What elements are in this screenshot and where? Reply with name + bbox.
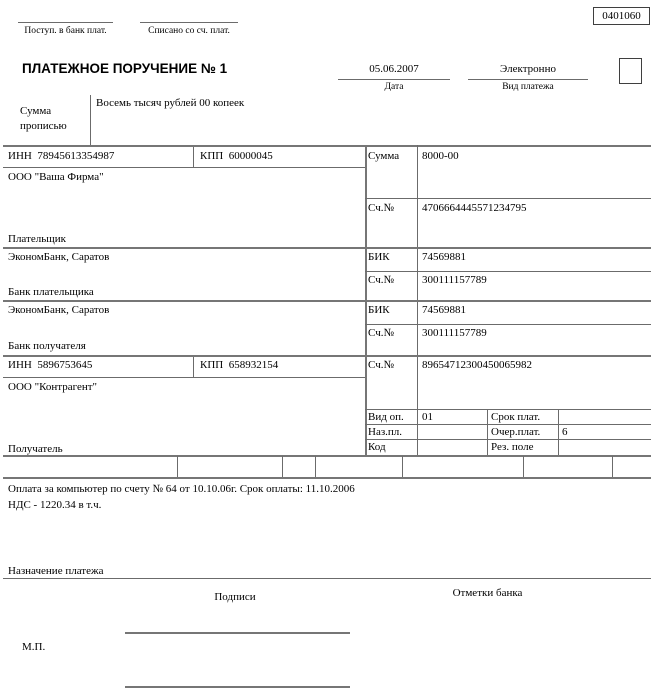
inn-row-border [3, 377, 365, 378]
payer-account-label: Сч.№ [368, 202, 394, 214]
amount-words-value: Восемь тысяч рублей 00 копеек [96, 97, 245, 109]
inn-kpp-divider [193, 147, 194, 167]
section-border [3, 247, 651, 249]
payer-bank-name: ЭкономБанк, Саратов [8, 251, 110, 263]
payee-name: ООО "Контрагент" [8, 381, 98, 393]
budget-cell-divider [177, 456, 178, 477]
payee-kpp: КПП 658932154 [200, 359, 279, 371]
date-value: 05.06.2007 [369, 63, 419, 75]
payment-type-underline [468, 79, 588, 80]
signature-line [125, 686, 350, 688]
budget-cell-divider [523, 456, 524, 477]
received-label: Поступ. в банк плат. [24, 26, 107, 36]
code-label: Код [368, 441, 386, 453]
op-type-value: 01 [422, 411, 433, 423]
form-code-box: 0401060 [593, 7, 650, 25]
purpose-border [3, 578, 651, 579]
payer-bank-account-value: 300111157789 [422, 274, 487, 286]
date-label: Дата [384, 82, 404, 92]
priority-label: Очер.плат. [491, 426, 541, 438]
sum-row-border [365, 198, 651, 199]
purpose-section-label: Назначение платежа [8, 565, 104, 577]
status-box [619, 58, 642, 84]
payee-inn: ИНН 5896753645 [8, 359, 93, 371]
purpose-line-2: НДС - 1220.34 в т.ч. [8, 499, 102, 511]
payee-bank-account-value: 300111157789 [422, 327, 487, 339]
payer-section-label: Плательщик [8, 233, 66, 245]
reserve-field-label: Рез. поле [491, 441, 534, 453]
section-border [3, 477, 651, 479]
section-border [3, 145, 651, 147]
op-type-label: Вид оп. [368, 411, 404, 423]
fields-row-border [365, 424, 651, 425]
stamp-label: М.П. [22, 641, 46, 653]
payee-section-label: Получатель [8, 443, 63, 455]
signature-line [125, 632, 350, 634]
bik-row-border [365, 324, 651, 325]
payer-name: ООО "Ваша Фирма" [8, 171, 104, 183]
fields-divider [558, 409, 559, 455]
naz-pl-label: Наз.пл. [368, 426, 403, 438]
payee-bank-name: ЭкономБанк, Саратов [8, 304, 110, 316]
payee-account-label: Сч.№ [368, 359, 394, 371]
payer-kpp: КПП 60000045 [200, 150, 273, 162]
purpose-line-1: Оплата за компьютер по счету № 64 от 10.10.06г. Срок оплаты: 11.10.2006 [8, 483, 355, 495]
page-title: ПЛАТЕЖНОЕ ПОРУЧЕНИЕ № 1 [22, 61, 228, 76]
received-underline [18, 22, 113, 23]
payer-bank-section-label: Банк плательщика [8, 286, 94, 298]
amount-words-divider [90, 95, 91, 145]
section-border [3, 355, 651, 357]
fields-top-border [365, 409, 651, 410]
bik-row-border [365, 271, 651, 272]
payee-bank-bik-value: 74569881 [422, 304, 466, 316]
debited-label: Списано со сч. плат. [148, 26, 230, 36]
inn-row-border [3, 167, 365, 168]
date-underline [338, 79, 450, 80]
pay-term-label: Срок плат. [491, 411, 541, 423]
priority-value: 6 [562, 426, 568, 438]
payer-account-value: 4706664445571234795 [422, 202, 527, 214]
section-border [3, 300, 651, 302]
payee-bank-bik-label: БИК [368, 304, 390, 316]
signatures-label: Подписи [214, 591, 256, 603]
budget-cell-divider [315, 456, 316, 477]
payment-type-label: Вид платежа [502, 82, 554, 92]
debited-underline [140, 22, 238, 23]
inn-kpp-divider [193, 357, 194, 377]
fields-row-border [365, 439, 651, 440]
amount-words-label: Сумма прописью [20, 105, 67, 132]
fields-divider [487, 409, 488, 455]
payer-bank-account-label: Сч.№ [368, 274, 394, 286]
payee-bank-account-label: Сч.№ [368, 327, 394, 339]
budget-cell-divider [402, 456, 403, 477]
payer-bank-bik-value: 74569881 [422, 251, 466, 263]
sum-label: Сумма [368, 150, 400, 162]
budget-cell-divider [612, 456, 613, 477]
payee-account-value: 89654712300450065982 [422, 359, 532, 371]
payment-type-value: Электронно [500, 63, 556, 75]
payer-bank-bik-label: БИК [368, 251, 390, 263]
payer-inn: ИНН 78945613354987 [8, 150, 115, 162]
bank-marks-label: Отметки банка [452, 587, 523, 599]
section-border [3, 455, 651, 457]
payee-bank-section-label: Банк получателя [8, 340, 86, 352]
budget-cell-divider [282, 456, 283, 477]
sum-value: 8000-00 [422, 150, 459, 162]
